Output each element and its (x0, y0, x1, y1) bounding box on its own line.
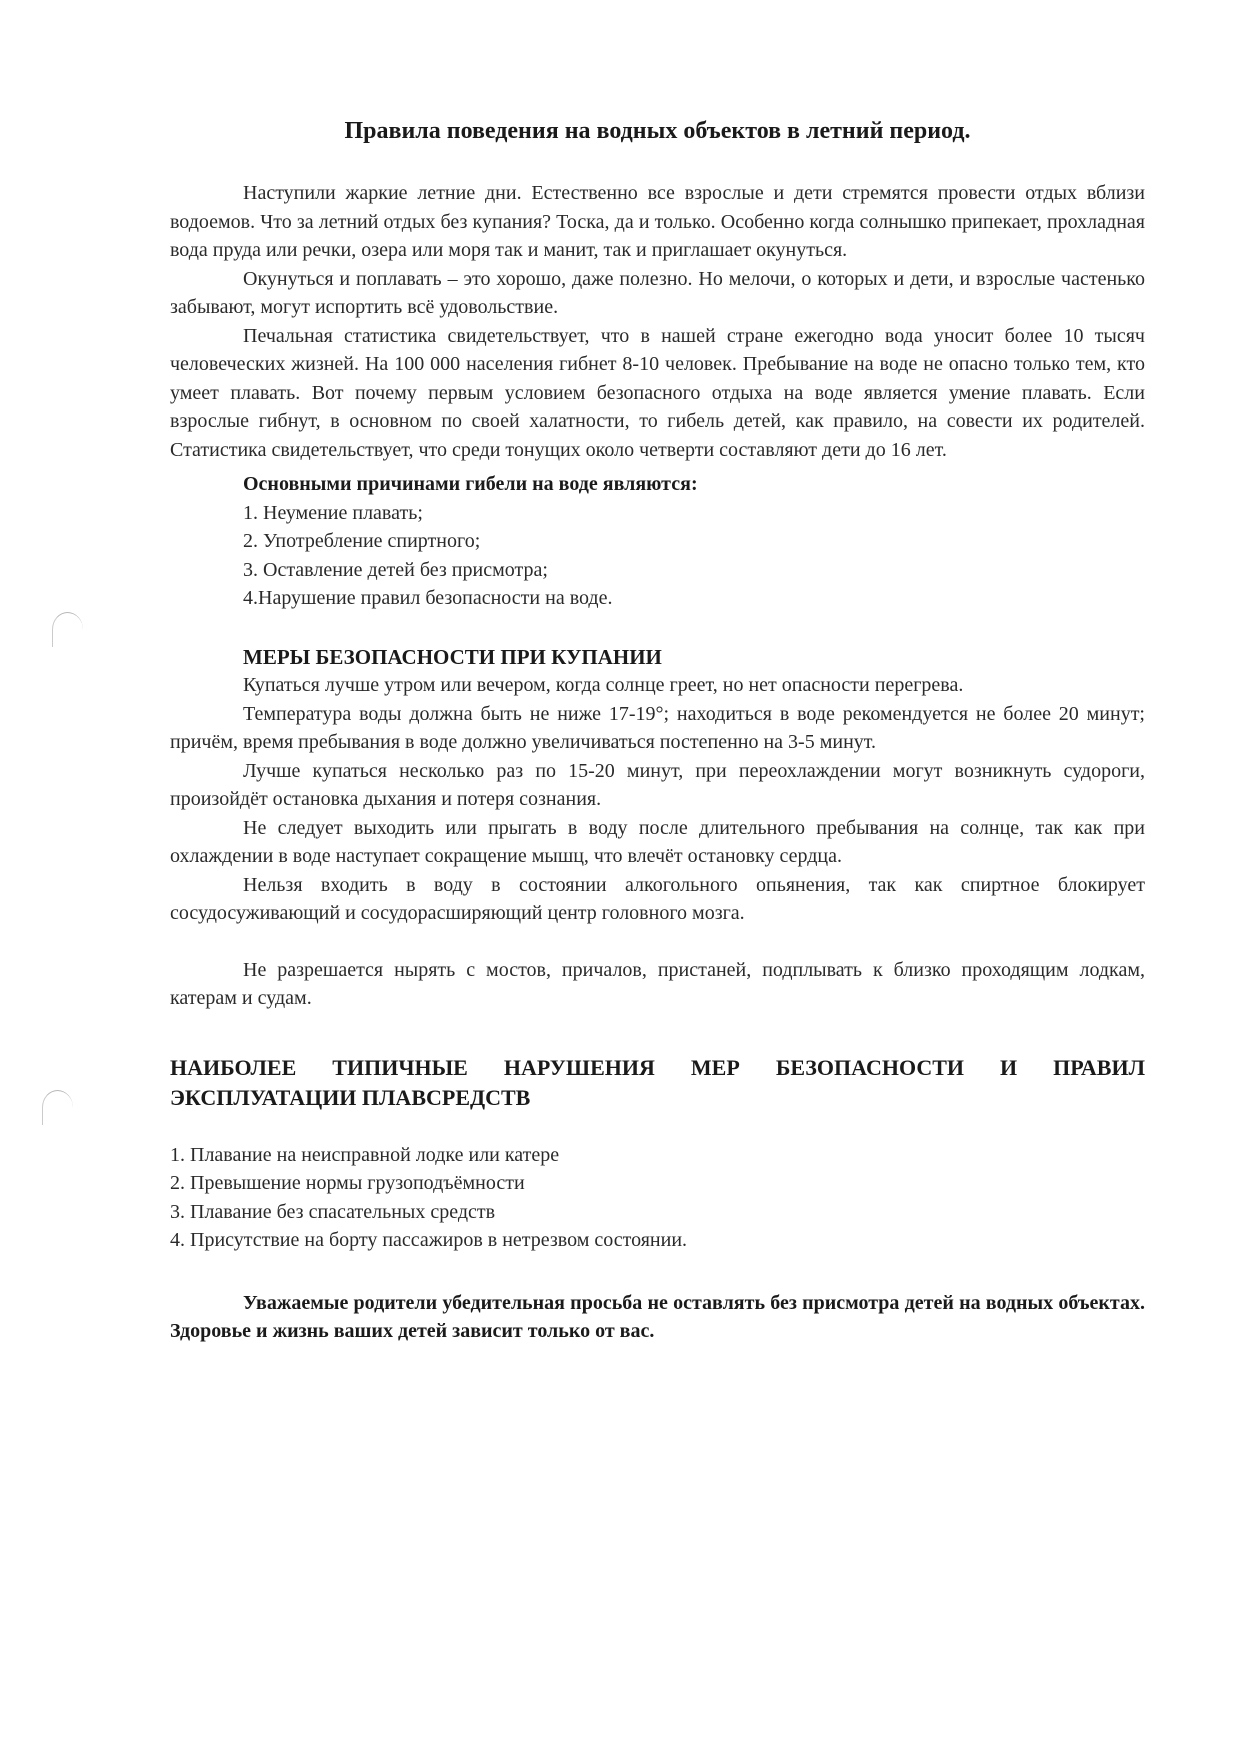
violations-list (170, 1141, 1145, 1255)
document-page (170, 118, 1145, 1346)
causes-heading: Основными причинами гибели на воде являются: (243, 473, 698, 495)
list-item: 4. Присутствие на борту пассажиров в нетрезвом состоянии. (170, 1229, 688, 1251)
intro-paragraph: Окунуться и поплавать – это хорошо, даже полезно. Но мелочи, о которых и дети, и взрослые частенько забывают, могут испортить всё удовольствие. (170, 267, 1145, 318)
causes-list (170, 499, 1145, 613)
list-item: 3. Оставление детей без присмотра; (243, 558, 548, 581)
closing-appeal: Уважаемые родители убедительная просьба не оставлять без присмотра детей на водных объектах. Здоровье и жизнь ваших детей зависит только от вас. (170, 1291, 1145, 1342)
safety-paragraph: Купаться лучше утром или вечером, когда солнце греет, но нет опасности перегрева. (243, 674, 964, 696)
list-item: 2. Употребление спиртного; (243, 530, 481, 552)
safety-heading: МЕРЫ БЕЗОПАСНОСТИ ПРИ КУПАНИИ (243, 644, 662, 669)
spacer (170, 928, 1145, 956)
violations-heading: НАИБОЛЕЕ ТИПИЧНЫЕ НАРУШЕНИЯ МЕР БЕЗОПАСНОСТИ И ПРАВИЛ ЭКСПЛУАТАЦИИ ПЛАВСРЕДСТВ (170, 1054, 1145, 1110)
punch-hole-mark (52, 612, 83, 647)
safety-paragraph: Температура воды должна быть не ниже 17-19°; находиться в воде рекомендуется не более 20 минут; причём, время пребывания в воде должно увеличиваться постепенно на 3-5 минут. (170, 702, 1145, 753)
safety-paragraph: Не следует выходить или прыгать в воду после длительного пребывания на солнце, так как при охлаждении в воде наступает сокращение мышц, что влечёт остановку сердца. (170, 816, 1145, 867)
safety-paragraph: Лучше купаться несколько раз по 15-20 минут, при переохлаждении могут возникнуть судороги, произойдёт остановка дыхания и потеря сознания. (170, 759, 1145, 810)
intro-paragraph: Печальная статистика свидетельствует, что в нашей стране ежегодно вода уносит более 10 тысяч человеческих жизней. На 100 000 населения гибнет 8-10 человек. Пребывание на воде не опасно только тем, кто умеет плавать. Вот почему первым условием безопасного отдыха на воде является умение плавать. Если взрослые гибнут, в основном по своей халатности, то гибель детей, как правило, на совести их родителей. Статистика свидетельствует, что среди тонущих около четверти составляют дети до 16 лет. (170, 324, 1145, 461)
list-item: 3. Плавание без спасательных средств (170, 1200, 496, 1223)
safety-paragraph: Нельзя входить в воду в состоянии алкогольного опьянения, так как спиртное блокирует сосудосуживающий и сосудорасширяющий центр головного мозга. (170, 873, 1145, 924)
safety-extra-paragraph: Не разрешается нырять с мостов, причалов, пристаней, подплывать к близко проходящим лодкам, катерам и судам. (170, 958, 1145, 1009)
list-item: 1. Плавание на неисправной лодке или катере (170, 1143, 560, 1166)
list-item: 2. Превышение нормы грузоподъёмности (170, 1172, 525, 1194)
list-item: 1. Неумение плавать; (243, 501, 423, 524)
punch-hole-mark (42, 1090, 73, 1125)
document-title: Правила поведения на водных объектов в летний период. (344, 118, 971, 144)
intro-paragraph: Наступили жаркие летние дни. Естественно все взрослые и дети стремятся провести отдых вблизи водоемов. Что за летний отдых без купания? Тоска, да и только. Особенно когда солнышко припекает, прохладная вода пруда или речки, озера или моря так и манит, так и приглашает окунуться. (170, 182, 1145, 261)
list-item: 4.Нарушение правил безопасности на воде. (243, 587, 613, 609)
